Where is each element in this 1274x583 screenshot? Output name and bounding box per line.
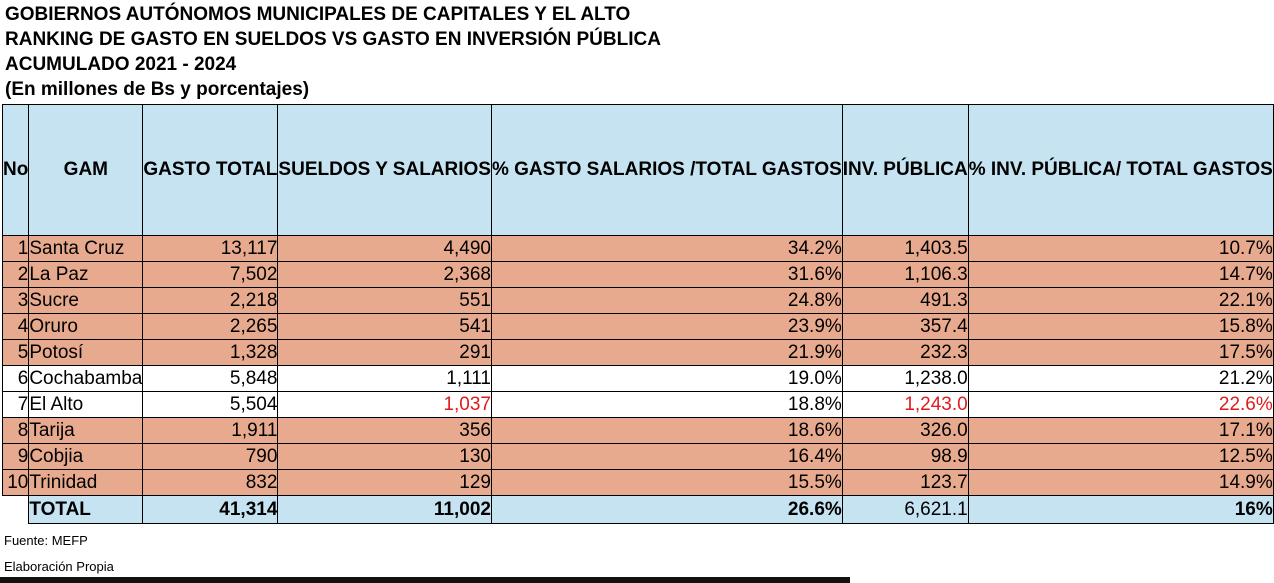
row-no: 2: [3, 262, 29, 288]
row-inv: 326.0: [842, 418, 968, 444]
row-gasto: 5,504: [143, 392, 278, 418]
total-label: TOTAL: [29, 496, 143, 524]
row-inv: 491.3: [842, 288, 968, 314]
row-gam: El Alto: [29, 392, 143, 418]
table-row: [3, 288, 1274, 314]
row-pct-salarios: 18.8%: [491, 392, 842, 418]
row-pct-inv: 14.9%: [968, 470, 1273, 496]
row-gasto: 832: [143, 470, 278, 496]
table-row: [3, 262, 1274, 288]
row-sueldos: 129: [278, 470, 492, 496]
row-no: 3: [3, 288, 29, 314]
table-row: [3, 236, 1274, 262]
row-no: 1: [3, 236, 29, 262]
row-gam: Cobjia: [29, 444, 143, 470]
row-pct-inv: 10.7%: [968, 236, 1273, 262]
header-gasto-total: GASTO TOTAL: [143, 105, 278, 236]
header-pct-salarios: % GASTO SALARIOS /TOTAL GASTOS: [491, 105, 842, 236]
row-sueldos: 4,490: [278, 236, 492, 262]
title-line-1: GOBIERNOS AUTÓNOMOS MUNICIPALES DE CAPITALES Y EL ALTO: [5, 4, 631, 25]
row-no: 5: [3, 340, 29, 366]
total-inv: 6,621.1: [842, 496, 968, 524]
row-inv: 98.9: [842, 444, 968, 470]
row-pct-salarios: 21.9%: [491, 340, 842, 366]
row-no: 10: [3, 470, 29, 496]
table-row: [3, 418, 1274, 444]
row-sueldos-highlight: 1,037: [278, 392, 492, 418]
header-row: [3, 105, 1274, 236]
row-inv: 1,403.5: [842, 236, 968, 262]
row-gasto: 7,502: [143, 262, 278, 288]
table-row: [3, 470, 1274, 496]
row-inv: 123.7: [842, 470, 968, 496]
row-pct-inv: 17.5%: [968, 340, 1273, 366]
row-sueldos: 551: [278, 288, 492, 314]
row-gam: Trinidad: [29, 470, 143, 496]
row-gasto: 13,117: [143, 236, 278, 262]
row-gasto: 1,911: [143, 418, 278, 444]
header-inv-publica: INV. PÚBLICA: [842, 105, 968, 236]
title-line-3: ACUMULADO 2021 - 2024: [5, 54, 237, 75]
row-no: 8: [3, 418, 29, 444]
row-pct-inv: 12.5%: [968, 444, 1273, 470]
row-pct-inv-highlight: 22.6%: [968, 392, 1273, 418]
row-gam: La Paz: [29, 262, 143, 288]
row-pct-salarios: 15.5%: [491, 470, 842, 496]
row-no: 6: [3, 366, 29, 392]
row-pct-salarios: 18.6%: [491, 418, 842, 444]
row-gasto: 2,218: [143, 288, 278, 314]
ranking-table: [2, 104, 1274, 524]
row-no: 7: [3, 392, 29, 418]
row-inv: 357.4: [842, 314, 968, 340]
title-line-2: RANKING DE GASTO EN SUELDOS VS GASTO EN INVERSIÓN PÚBLICA: [5, 29, 661, 50]
row-inv: 1,106.3: [842, 262, 968, 288]
row-pct-inv: 22.1%: [968, 288, 1273, 314]
row-gasto: 5,848: [143, 366, 278, 392]
header-no: No: [3, 105, 29, 236]
title-line-4: (En millones de Bs y porcentajes): [5, 79, 310, 100]
row-pct-salarios: 19.0%: [491, 366, 842, 392]
elaboration-note: Elaboración Propia: [4, 559, 114, 574]
row-pct-salarios: 23.9%: [491, 314, 842, 340]
row-gam: Sucre: [29, 288, 143, 314]
row-no: 4: [3, 314, 29, 340]
row-pct-inv: 15.8%: [968, 314, 1273, 340]
total-blank-cell: [3, 496, 29, 524]
row-gam: Tarija: [29, 418, 143, 444]
header-pct-inv: % INV. PÚBLICA/ TOTAL GASTOS: [968, 105, 1273, 236]
total-pct-salarios: 26.6%: [491, 496, 842, 524]
row-sueldos: 356: [278, 418, 492, 444]
row-no: 9: [3, 444, 29, 470]
row-inv: 1,238.0: [842, 366, 968, 392]
row-gasto: 2,265: [143, 314, 278, 340]
total-row: [3, 496, 1274, 524]
row-inv-highlight: 1,243.0: [842, 392, 968, 418]
total-pct-inv: 16%: [968, 496, 1273, 524]
row-pct-salarios: 24.8%: [491, 288, 842, 314]
row-gasto: 790: [143, 444, 278, 470]
row-sueldos: 2,368: [278, 262, 492, 288]
table-row: [3, 366, 1274, 392]
row-gam: Cochabamba: [29, 366, 143, 392]
table-row: [3, 444, 1274, 470]
row-pct-salarios: 31.6%: [491, 262, 842, 288]
row-pct-inv: 14.7%: [968, 262, 1273, 288]
row-pct-salarios: 34.2%: [491, 236, 842, 262]
row-inv: 232.3: [842, 340, 968, 366]
row-pct-inv: 21.2%: [968, 366, 1273, 392]
row-gasto: 1,328: [143, 340, 278, 366]
row-gam: Potosí: [29, 340, 143, 366]
table-row: [3, 340, 1274, 366]
row-pct-inv: 17.1%: [968, 418, 1273, 444]
source-note: Fuente: MEFP: [4, 533, 88, 548]
total-gasto: 41,314: [143, 496, 278, 524]
header-gam: GAM: [29, 105, 143, 236]
bottom-border: [0, 577, 850, 583]
header-sueldos: SUELDOS Y SALARIOS: [278, 105, 492, 236]
row-pct-salarios: 16.4%: [491, 444, 842, 470]
row-gam: Santa Cruz: [29, 236, 143, 262]
total-sueldos: 11,002: [278, 496, 492, 524]
table-row: [3, 314, 1274, 340]
table-row: [3, 392, 1274, 418]
row-sueldos: 291: [278, 340, 492, 366]
row-sueldos: 541: [278, 314, 492, 340]
row-gam: Oruro: [29, 314, 143, 340]
row-sueldos: 130: [278, 444, 492, 470]
title-block: [5, 2, 661, 102]
row-sueldos: 1,111: [278, 366, 492, 392]
